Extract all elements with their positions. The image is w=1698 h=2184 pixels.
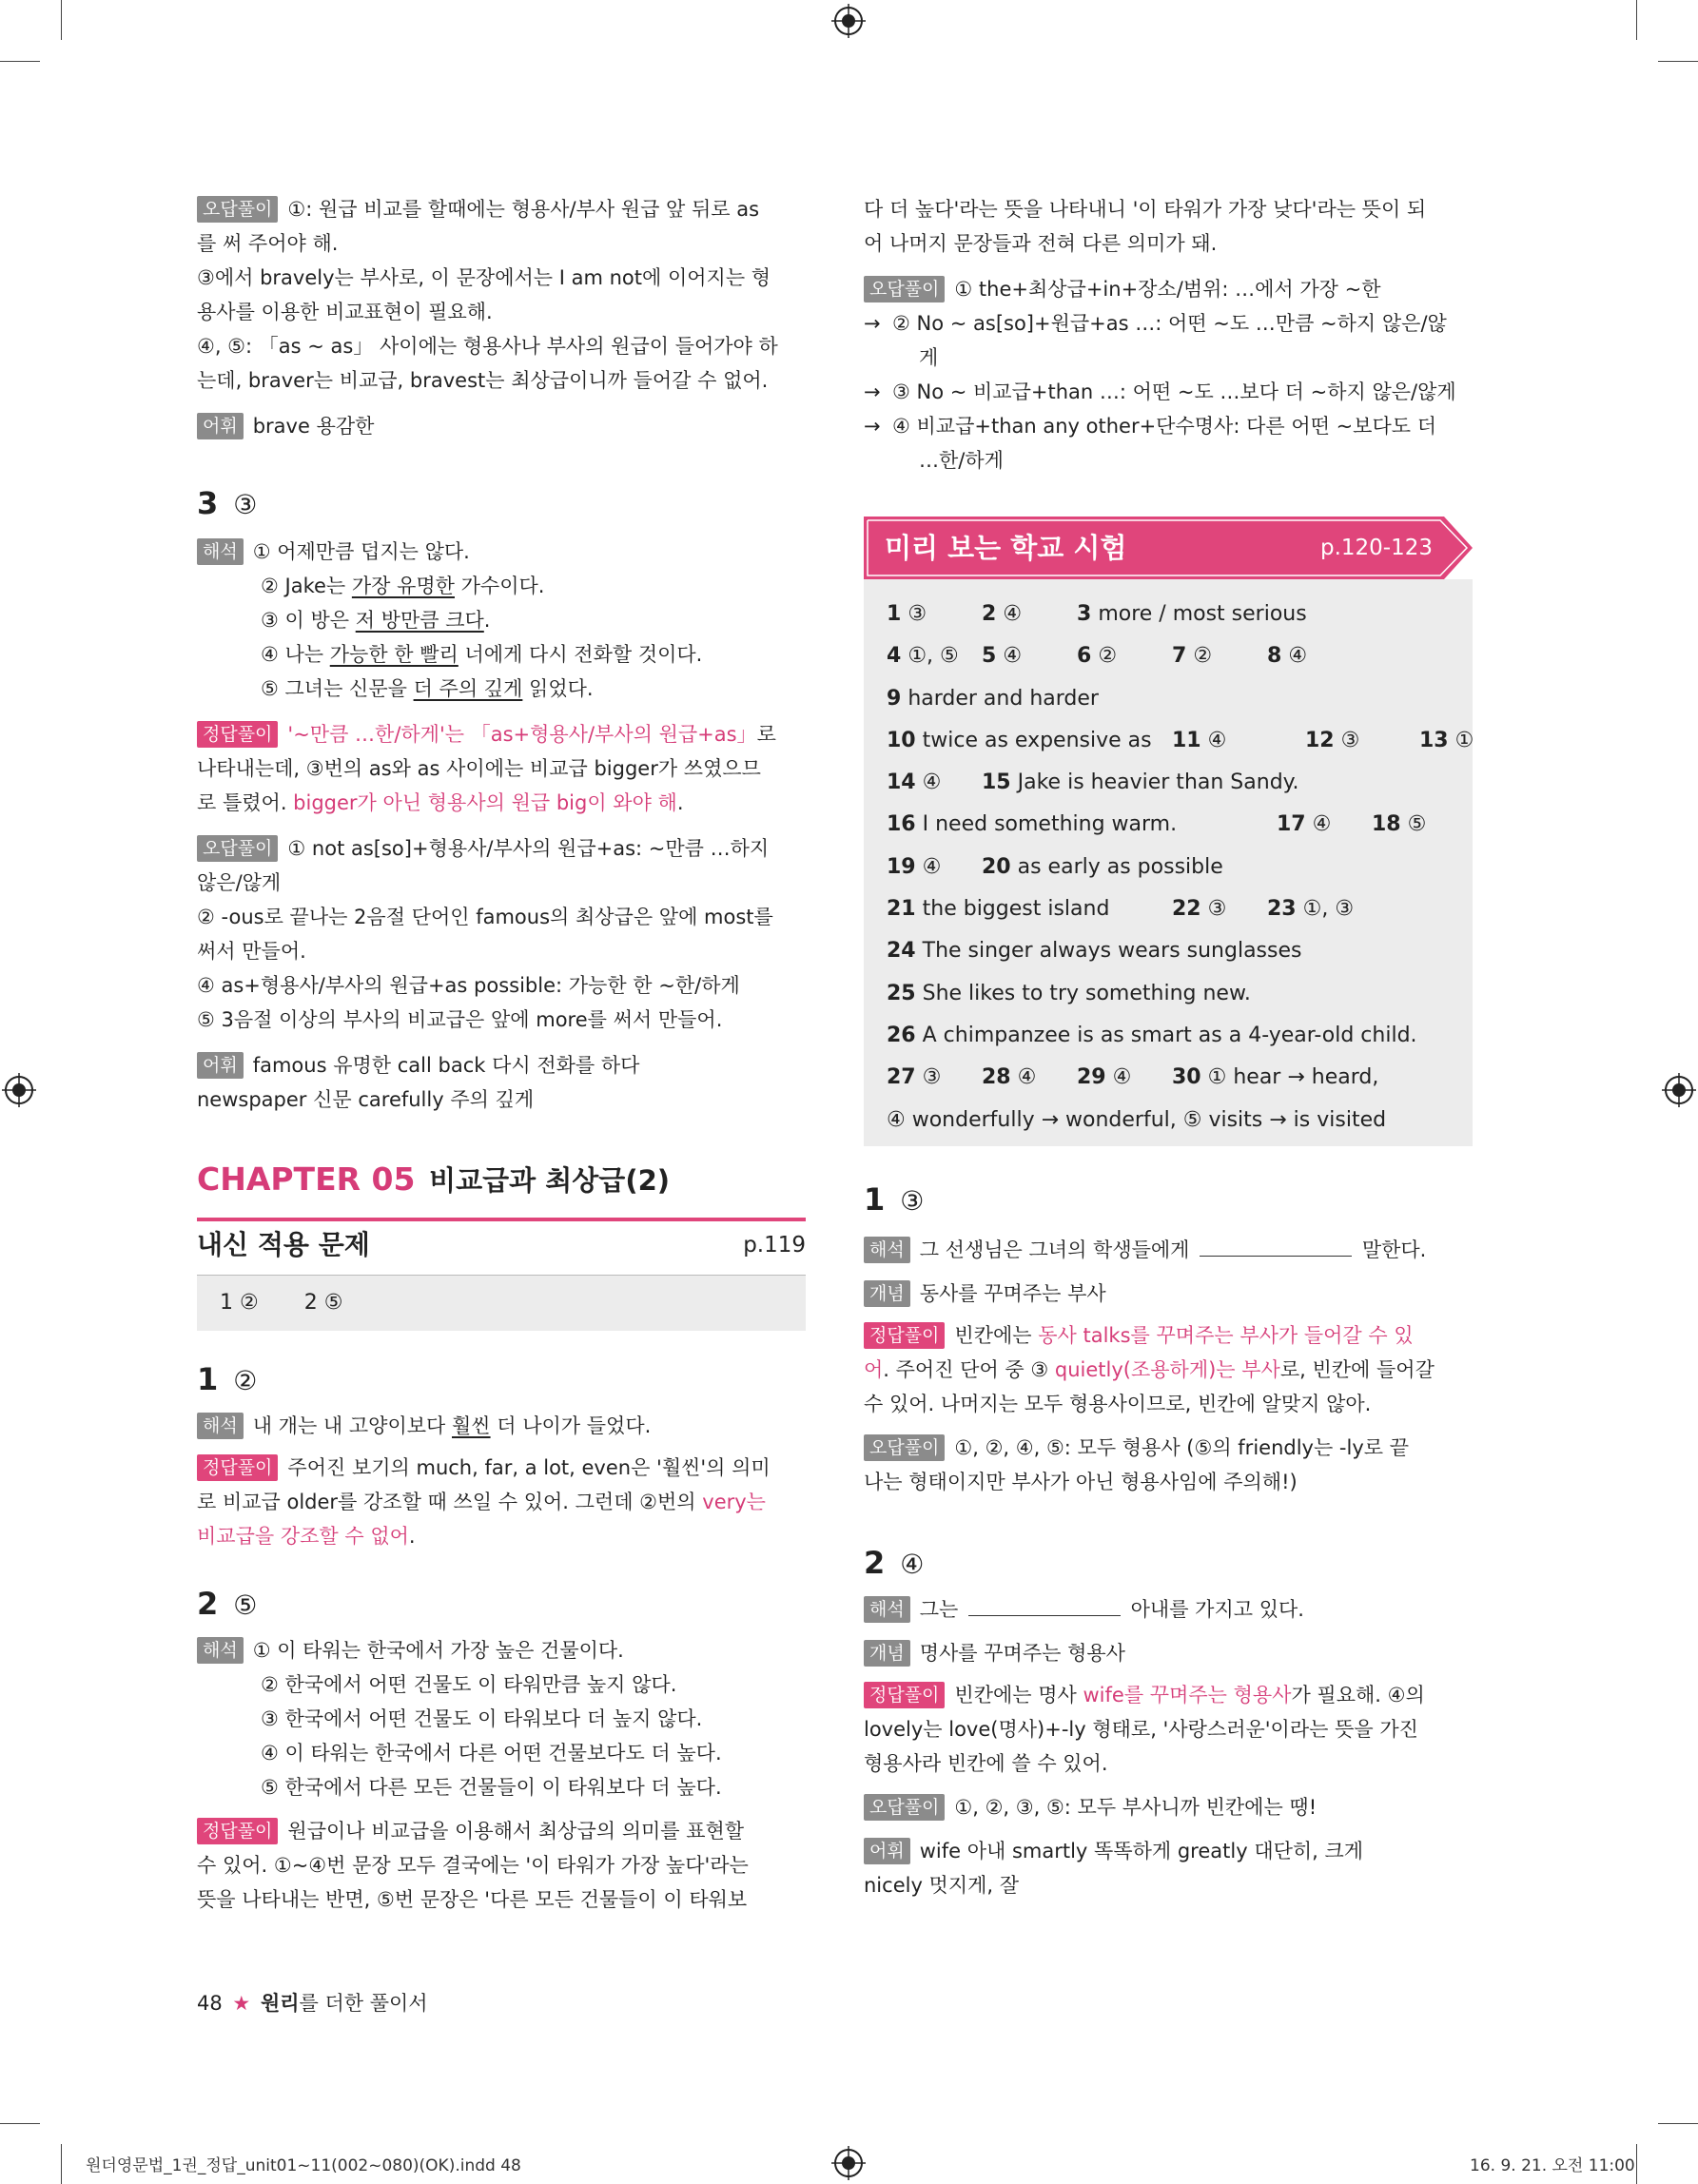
error-note-line: 써서 만들어.: [197, 940, 306, 963]
exam-answer-number: 10: [887, 728, 916, 752]
solution-tag: 정답풀이: [197, 1454, 278, 1481]
translation-line: 해석 ① 이 타워는 한국에서 가장 높은 건물이다.: [197, 1633, 806, 1667]
vocab-tag: 어휘: [864, 1838, 910, 1864]
exam-answer-item: [1172, 1057, 1378, 1099]
exam-answer-item: [982, 762, 1299, 804]
question-2-heading: 2 ④: [864, 1545, 925, 1581]
error-note-line: 오답풀이 ①, ②, ③, ⑤: 모두 부사니까 빈칸에는 땡!: [864, 1790, 1473, 1824]
crop-mark: [61, 0, 62, 40]
exam-answer-text: ④: [922, 854, 942, 879]
exam-answer-number: 11: [1172, 728, 1201, 752]
exam-answer-text: ①, ③: [1302, 897, 1355, 922]
solution-line: 어. 주어진 단어 중 ③ quietly(조용하게)는 부사로, 빈칸에 들어갈: [864, 1358, 1435, 1381]
vocab-line: 어휘 brave 용감한: [197, 409, 806, 443]
solution-line: 정답풀이 '~만큼 …한/하게'는 「as+형용사/부사의 원급+as」로: [197, 717, 806, 751]
error-note-line: ④, ⑤: 「as ~ as」 사이에는 형용사나 부사의 원급이 들어가야 하: [197, 335, 778, 358]
exam-answer-number: 30: [1172, 1065, 1201, 1090]
exam-answer-item: [1277, 804, 1331, 846]
exam-answer-item: [1172, 720, 1226, 762]
solution-line: 나타내는데, ③번의 as와 as 사이에는 비교급 bigger가 쓰였으므: [197, 757, 761, 780]
exam-answer-text: ①, ⑤: [908, 644, 959, 669]
exam-answer-item: [1267, 888, 1354, 930]
solution-line: 정답풀이 빈칸에는 명사 wife를 꾸며주는 형용사가 필요해. ④의: [864, 1678, 1473, 1712]
error-note-line: …한/하게: [919, 449, 1004, 472]
solution-line: 로 틀렸어. bigger가 아닌 형용사의 원급 big이 와야 해.: [197, 791, 684, 814]
book-title-bold: 원리: [260, 1992, 300, 2015]
exam-answer-row: [887, 1057, 1467, 1099]
error-note-line: 오답풀이 ① the+최상급+in+장소/범위: …에서 가장 ~한: [864, 272, 1473, 306]
solution-line: 수 있어. ①~④번 문장 모두 결국에는 '이 타워가 가장 높다'라는: [197, 1854, 749, 1877]
exam-answer-number: 1: [887, 602, 902, 626]
exam-answer-item: [982, 847, 1223, 888]
exam-answer-text: A chimpanzee is as smart as a 4-year-old child.: [922, 1023, 1417, 1047]
exam-answer-text: She likes to try something new.: [922, 981, 1251, 1005]
exam-answer-number: 9: [887, 686, 902, 711]
error-note-line: 오답풀이 ①, ②, ④, ⑤: 모두 형용사 (⑤의 friendly는 -ly로 끝: [864, 1431, 1473, 1465]
exam-answer-text: ④: [1017, 1065, 1037, 1090]
exam-answer-number: 5: [982, 644, 997, 669]
exam-answer-text: harder and harder: [908, 686, 1099, 711]
registration-mark-icon: [831, 4, 866, 38]
star-icon: ★: [232, 1992, 251, 2015]
exam-answer-text: ⑤: [1407, 812, 1427, 837]
vocab-line: 어휘 famous 유명한 call back 다시 전화를 하다: [197, 1048, 806, 1082]
exam-answer-text: ③: [922, 1065, 942, 1090]
translation-line: 해석 그 선생님은 그녀의 학생들에게 말한다.: [864, 1233, 1473, 1267]
exam-answer-row: [887, 678, 1467, 720]
practice-header: [197, 1221, 806, 1269]
exam-answer-row: [887, 762, 1467, 804]
exam-answer-text: ④: [922, 770, 942, 795]
arrow-icon: →: [864, 415, 881, 438]
translation-line: 해석 그는 아내를 가지고 있다.: [864, 1592, 1473, 1627]
exam-answer-item: [1077, 594, 1307, 635]
exam-answer-number: 12: [1305, 728, 1335, 752]
exam-answer-number: 28: [982, 1065, 1011, 1090]
exam-answer-text: ②: [1098, 644, 1118, 669]
exam-answer-text: the biggest island: [922, 897, 1110, 922]
exam-answer-text: ③: [908, 602, 927, 626]
exam-answer-item: [887, 762, 941, 804]
translation-tag: 해석: [197, 1637, 244, 1664]
translation-tag: 해석: [197, 1413, 244, 1439]
solution-tag: 정답풀이: [864, 1322, 945, 1349]
practice-1-heading: 1 ②: [197, 1361, 258, 1397]
exam-answer-item: [1267, 635, 1307, 677]
page-number: 48: [197, 1992, 223, 2015]
exam-answer-text: ③: [1340, 728, 1360, 752]
exam-answer-row: [887, 1100, 1467, 1141]
exam-answer-number: 13: [1419, 728, 1449, 752]
solution-line: 형용사라 빈칸에 쓸 수 있어.: [864, 1752, 1108, 1775]
solution-tag: 정답풀이: [197, 721, 278, 748]
error-note-line: 나는 형태이지만 부사가 아닌 형용사임에 주의해!): [864, 1471, 1298, 1493]
crop-mark: [1658, 61, 1698, 62]
exam-answer-text: ① hear → heard,: [1207, 1065, 1379, 1090]
error-note-line: 게: [919, 346, 939, 369]
exam-answer-text: ④: [1312, 812, 1332, 837]
exam-answer-text: Jake is heavier than Sandy.: [1017, 770, 1299, 795]
exam-answer-item: [887, 804, 1177, 846]
chapter-heading: [197, 1159, 806, 1204]
exam-answer-text: ④: [1112, 1065, 1132, 1090]
exam-answer-item: [1172, 888, 1226, 930]
exam-answer-item: [1419, 720, 1474, 762]
translation-tag: 해석: [864, 1596, 910, 1623]
solution-line: 수 있어. 나머지는 모두 형용사이므로, 빈칸에 알맞지 않아.: [864, 1393, 1372, 1415]
error-note-line: ④ as+형용사/부사의 원급+as possible: 가능한 한 ~한/하게: [197, 974, 740, 997]
exam-answer-number: 26: [887, 1023, 916, 1047]
exam-answer-number: 18: [1372, 812, 1401, 837]
concept-line: 개념 동사를 꾸며주는 부사: [864, 1277, 1473, 1311]
exam-answer-item: [887, 847, 941, 888]
exam-answer-item: [887, 635, 959, 677]
exam-answer-item: [1077, 1057, 1131, 1099]
translation-line: ⑤ 그녀는 신문을 더 주의 깊게 읽었다.: [261, 677, 594, 700]
crop-mark: [1636, 0, 1637, 40]
slug-filename: 원더영문법_1권_정답_unit01~11(002~080)(OK).indd 48: [86, 2156, 521, 2175]
exam-answer-text: as early as possible: [1017, 854, 1223, 879]
error-note-line: 오답풀이 ① not as[so]+형용사/부사의 원급+as: ~만큼 …하지: [197, 831, 806, 866]
crop-mark: [61, 2144, 62, 2184]
exam-answer-number: 23: [1267, 897, 1297, 922]
exam-answer-number: 6: [1077, 644, 1092, 669]
exam-answer-text: ①: [1454, 728, 1474, 752]
vocab-line: nicely 멋지게, 잘: [864, 1874, 1020, 1897]
error-note-line: ③에서 bravely는 부사로, 이 문장에서는 I am not에 이어지는 형: [197, 266, 771, 289]
exam-answer-text: ②: [1193, 644, 1213, 669]
error-note-line: 용사를 이용한 비교표현이 필요해.: [197, 301, 493, 323]
exam-answer-number: 17: [1277, 812, 1306, 837]
translation-line: 해석 ① 어제만큼 덥지는 않다.: [197, 535, 806, 569]
practice-answer-box: [197, 1275, 806, 1331]
exam-answer-number: 25: [887, 981, 916, 1005]
exam-answer-item: [982, 1057, 1036, 1099]
exam-answer-item: [887, 678, 1099, 720]
exam-answer-item: [982, 635, 1022, 677]
exam-answer-number: 8: [1267, 644, 1282, 669]
exam-answer-item: [1077, 635, 1117, 677]
exam-answer-row: [887, 1015, 1467, 1057]
exam-answer-row: [887, 888, 1467, 930]
exam-answer-text: The singer always wears sunglasses: [922, 939, 1302, 964]
error-note-line: 않은/않게: [197, 871, 282, 894]
exam-answer-row: [887, 847, 1467, 888]
practice-page: p.119: [743, 1233, 806, 1258]
question-3-heading: 3 ③: [197, 485, 258, 521]
exam-answer-list: [887, 594, 1474, 1141]
vocab-tag: 어휘: [197, 413, 244, 439]
exam-answer-number: 29: [1077, 1065, 1106, 1090]
solution-line: 비교급을 강조할 수 없어.: [197, 1525, 416, 1548]
solution-tag: 정답풀이: [864, 1682, 945, 1708]
exam-answer-text: ③: [1207, 897, 1227, 922]
exam-answer-item: [1305, 720, 1359, 762]
solution-line: 정답풀이 빈칸에는 동사 talks를 꾸며주는 부사가 들어갈 수 있: [864, 1318, 1473, 1353]
exam-answer-number: 14: [887, 770, 916, 795]
crop-mark: [1658, 2123, 1698, 2124]
practice-answer: 1 ②: [220, 1291, 259, 1315]
translation-line: ④ 이 타워는 한국에서 다른 어떤 건물보다도 더 높다.: [261, 1742, 722, 1765]
concept-tag: 개념: [864, 1280, 910, 1307]
chapter-title: 비교급과 최상급(2): [429, 1164, 671, 1197]
exam-answer-text: I need something warm.: [922, 812, 1178, 837]
error-tag: 오답풀이: [864, 276, 945, 302]
right-column-lower: [864, 1178, 1473, 1902]
error-tag: 오답풀이: [864, 1434, 945, 1461]
exam-answer-item: [887, 930, 1301, 972]
concept-line: 개념 명사를 꾸며주는 형용사: [864, 1636, 1473, 1670]
exam-answer-row: [887, 594, 1467, 635]
exam-answer-number: 22: [1172, 897, 1201, 922]
translation-line: ② Jake는 가장 유명한 가수이다.: [261, 575, 545, 597]
exam-answer-row: [887, 635, 1467, 677]
solution-line: 정답풀이 원급이나 비교급을 이용해서 최상급의 의미를 표현할: [197, 1814, 806, 1848]
exam-answer-item: [887, 594, 927, 635]
continued-line: 다 더 높다'라는 뜻을 나타내니 '이 타워가 가장 낮다'라는 뜻이 되: [864, 198, 1427, 221]
exam-answer-item: [1172, 635, 1212, 677]
slug-date: 16. 9. 21. 오전 11:00: [1470, 2156, 1635, 2175]
exam-answer-number: 19: [887, 854, 916, 879]
exam-answer-item: [1372, 804, 1426, 846]
exam-answer-item: [887, 1057, 941, 1099]
error-note-line: ⑤ 3음절 이상의 부사의 비교급은 앞에 more를 써서 만들어.: [197, 1008, 723, 1031]
exam-answer-item: [887, 720, 1152, 762]
vocab-line: newspaper 신문 carefully 주의 깊게: [197, 1088, 535, 1111]
translation-tag: 해석: [864, 1237, 910, 1263]
error-note-line: → ④ 비교급+than any other+단수명사: 다른 어떤 ~보다도 더: [864, 409, 1473, 443]
exam-answer-item: [887, 1015, 1417, 1057]
exam-answer-row: [887, 930, 1467, 972]
registration-mark-icon: [1662, 1073, 1696, 1107]
exam-answer-item: [887, 888, 1109, 930]
translation-line: ③ 한국에서 어떤 건물도 이 타워보다 더 높지 않다.: [261, 1707, 703, 1730]
arrow-icon: →: [864, 380, 881, 403]
registration-mark-icon: [831, 2146, 866, 2180]
solution-line: 뜻을 나타내는 반면, ⑤번 문장은 '다른 모든 건물들이 이 타워보: [197, 1888, 748, 1911]
error-note-line: 오답풀이 ①: 원급 비교를 할때에는 형용사/부사 원급 앞 뒤로 as: [197, 192, 806, 226]
exam-answer-text: ④: [1288, 644, 1308, 669]
practice-answer: 2 ⑤: [303, 1291, 343, 1315]
question-1-heading: 1 ③: [864, 1181, 925, 1218]
translation-line: ③ 이 방은 저 방만큼 크다.: [261, 609, 491, 632]
exam-answer-item: [887, 1100, 1386, 1141]
left-column: [197, 192, 806, 1917]
exam-answer-text: ④: [1003, 602, 1023, 626]
exam-answer-number: 3: [1077, 602, 1092, 626]
error-tag: 오답풀이: [197, 835, 278, 862]
practice-title: 내신 적용 문제: [197, 1229, 370, 1260]
exam-answer-text: ④ wonderfully → wonderful, ⑤ visits → is visited: [887, 1107, 1387, 1132]
exam-answer-text: ④: [1003, 644, 1023, 669]
exam-answer-item: [982, 594, 1022, 635]
crop-mark: [0, 61, 40, 62]
exam-answer-number: 4: [887, 644, 902, 669]
exam-banner: [864, 517, 1473, 579]
exam-answer-number: 2: [982, 602, 997, 626]
vocab-line: 어휘 wife 아내 smartly 똑똑하게 greatly 대단히, 크게: [864, 1834, 1473, 1868]
exam-answer-number: 27: [887, 1065, 916, 1090]
translation-line: ⑤ 한국에서 다른 모든 건물들이 이 타워보다 더 높다.: [261, 1776, 722, 1799]
error-note-line: → ② No ~ as[so]+원급+as …: 어떤 ~도 …만큼 ~하지 않은/않: [864, 306, 1473, 341]
practice-2-heading: 2 ⑤: [197, 1586, 258, 1622]
crop-mark: [1636, 2144, 1637, 2184]
translation-line: 해석 내 개는 내 고양이보다 훨씬 더 나이가 들었다.: [197, 1409, 806, 1443]
exam-page: p.120-123: [1319, 536, 1433, 560]
exam-title: 미리 보는 학교 시험: [885, 532, 1127, 564]
translation-line: ② 한국에서 어떤 건물도 이 타워만큼 높지 않다.: [261, 1673, 677, 1696]
exam-answer-number: 24: [887, 939, 916, 964]
arrow-icon: →: [864, 312, 881, 335]
error-tag: 오답풀이: [864, 1794, 945, 1821]
chapter-label: CHAPTER 05: [197, 1160, 416, 1198]
exam-answer-number: 15: [982, 770, 1011, 795]
exam-answer-text: twice as expensive as: [922, 728, 1152, 752]
vocab-tag: 어휘: [197, 1052, 244, 1079]
error-note-line: 는데, braver는 비교급, bravest는 최상급이니까 들어갈 수 없어.: [197, 369, 769, 392]
concept-tag: 개념: [864, 1640, 910, 1667]
error-note-line: 를 써 주어야 해.: [197, 232, 339, 255]
error-tag: 오답풀이: [197, 196, 278, 223]
right-column: [864, 192, 1473, 478]
translation-tag: 해석: [197, 538, 244, 565]
registration-mark-icon: [2, 1073, 36, 1107]
solution-line: 로 비교급 older를 강조할 때 쓰일 수 있어. 그런데 ②번의 very는: [197, 1491, 766, 1513]
crop-mark: [0, 2123, 40, 2124]
error-note-line: → ③ No ~ 비교급+than …: 어떤 ~도 …보다 더 ~하지 않은/않게: [864, 375, 1473, 409]
page-footer: [197, 1988, 428, 2017]
exam-answer-item: [887, 973, 1251, 1015]
solution-line: 정답풀이 주어진 보기의 much, far, a lot, even은 '훨씬'의 의미: [197, 1451, 806, 1485]
solution-tag: 정답풀이: [197, 1818, 278, 1844]
translation-line: ④ 나는 가능한 한 빨리 너에게 다시 전화할 것이다.: [261, 643, 703, 666]
exam-answer-number: 21: [887, 897, 916, 922]
solution-line: lovely는 love(명사)+-ly 형태로, '사랑스러운'이라는 뜻을 가진: [864, 1718, 1418, 1741]
exam-answer-text: more / most serious: [1098, 602, 1307, 626]
blank-line: [968, 1598, 1121, 1616]
exam-answer-row: [887, 720, 1474, 762]
exam-answer-row: [887, 804, 1467, 846]
exam-answer-text: ④: [1207, 728, 1227, 752]
blank-line: [1200, 1238, 1352, 1257]
exam-answer-number: 16: [887, 812, 916, 837]
error-note-line: ② -ous로 끝나는 2음절 단어인 famous의 최상급은 앞에 most를: [197, 906, 773, 928]
continued-line: 어 나머지 문장들과 전혀 다른 의미가 돼.: [864, 232, 1218, 255]
book-title: 를 더한 풀이서: [299, 1992, 428, 2015]
exam-answer-number: 20: [982, 854, 1011, 879]
exam-answer-row: [887, 973, 1467, 1015]
exam-answer-number: 7: [1172, 644, 1187, 669]
